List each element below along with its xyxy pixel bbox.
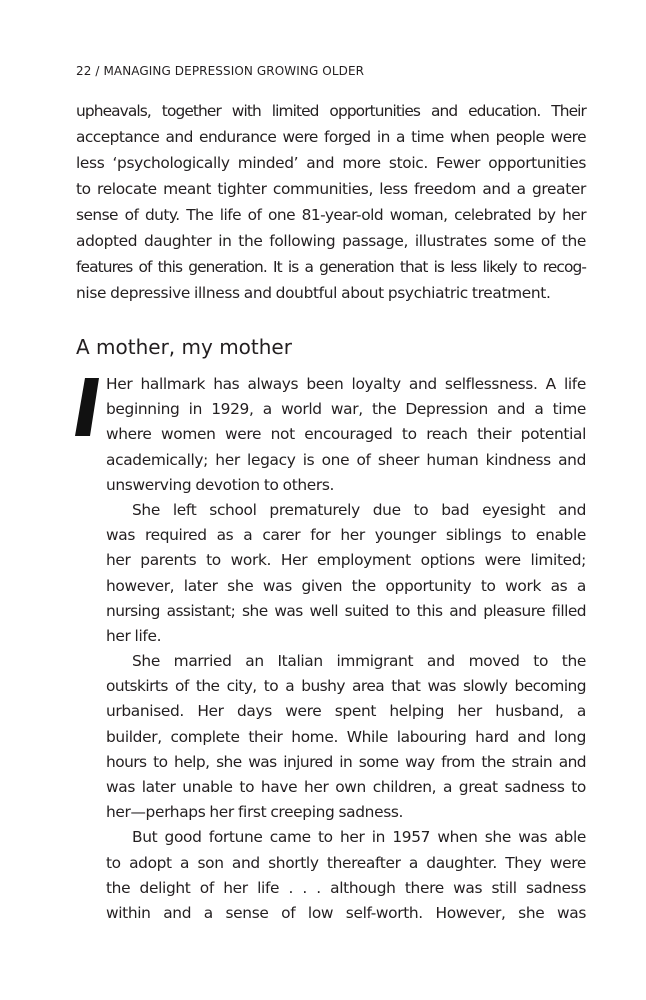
quote-paragraph [106, 649, 586, 825]
quote-block [106, 372, 586, 926]
quote-paragraph [106, 372, 586, 498]
text-line: Her hallmark has always been loyalty and selflessness. A life [106, 375, 586, 393]
text-line: sense of duty. The life of one 81-year-old woman, celebrated by her [76, 206, 586, 224]
text-line: her parents to work. Her employment options were limited; [106, 551, 586, 570]
text-line: where women were not encouraged to reach their potential [106, 425, 586, 444]
text-line: upheavals, together with limited opportunities and education. Their [76, 102, 586, 120]
text-line: the delight of her life . . . although there was still sadness [106, 878, 586, 897]
text-line: features of this generation. It is a generation that is less likely to recog- [76, 258, 586, 276]
text-line: adopted daughter in the following passage, illustrates some of the [76, 232, 586, 250]
text-line: hours to help, she was injured in some way from the strain and [106, 752, 586, 771]
text-line: beginning in 1929, a world war, the Depression and a time [106, 400, 586, 419]
text-line: within and a sense of low self-worth. However, she was [106, 903, 586, 922]
quote-paragraph [106, 825, 586, 926]
text-line: unswerving devotion to others. [106, 475, 335, 494]
text-line: academically; her legacy is one of sheer human kindness and [106, 450, 586, 469]
text-line: her—perhaps her first creeping sadness. [106, 803, 404, 822]
intro-paragraph [76, 98, 586, 306]
quotation-mark-icon [72, 374, 102, 444]
text-line: less ‘psychologically minded’ and more stoic. Fewer opportunities [76, 154, 586, 172]
text-line: She married an Italian immigrant and moved to the [132, 652, 586, 671]
text-line: was required as a carer for her younger siblings to enable [106, 526, 586, 545]
text-line: was later unable to have her own children, a great sadness to [106, 778, 586, 796]
text-line: acceptance and endurance were forged in a time when people were [76, 128, 586, 146]
text-line: to adopt a son and shortly thereafter a daughter. They were [106, 853, 586, 872]
text-line: urbanised. Her days were spent helping her husband, a [106, 702, 586, 721]
text-line: She left school prematurely due to bad eyesight and [132, 500, 586, 519]
section-title: A mother, my mother [76, 335, 292, 359]
text-line: her life. [106, 626, 162, 645]
running-head: 22 / MANAGING DEPRESSION GROWING OLDER [76, 64, 365, 78]
quote-paragraph [106, 498, 586, 649]
text-line: nise depressive illness and doubtful about psychiatric treatment. [76, 284, 551, 302]
text-line: builder, complete their home. While labouring hard and long [106, 727, 586, 746]
text-line: But good fortune came to her in 1957 when she was able [132, 828, 586, 847]
text-line: nursing assistant; she was well suited to this and pleasure filled [106, 601, 586, 620]
text-line: outskirts of the city, to a bushy area that was slowly becoming [106, 677, 586, 696]
text-line: to relocate meant tighter communities, less freedom and a greater [76, 180, 586, 198]
text-line: however, later she was given the opportunity to work as a [106, 576, 586, 595]
